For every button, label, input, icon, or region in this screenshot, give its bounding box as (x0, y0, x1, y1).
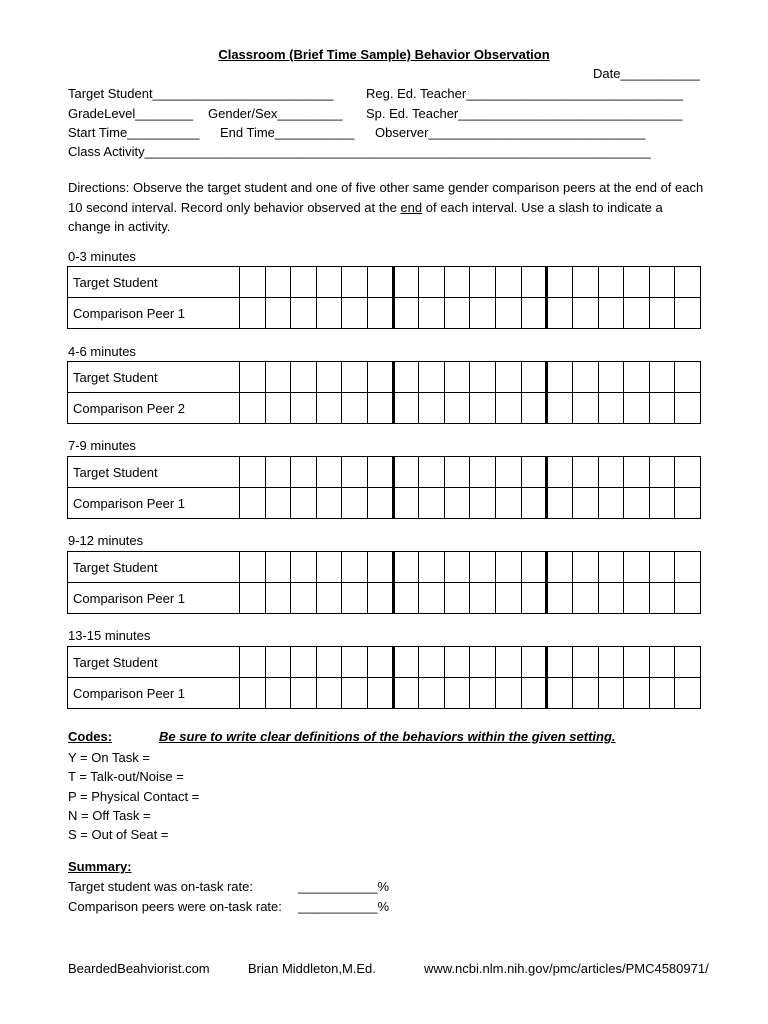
code-item: N = Off Task = (68, 807, 151, 823)
code-item: P = Physical Contact = (68, 788, 200, 804)
interval-cell[interactable] (419, 457, 445, 488)
interval-cell[interactable] (572, 298, 598, 329)
observer-field[interactable]: Observer______________________________ (375, 125, 646, 140)
interval-cell[interactable] (240, 267, 266, 298)
interval-cell[interactable] (649, 647, 675, 678)
interval-cell[interactable] (598, 552, 624, 583)
interval-cell[interactable] (496, 678, 522, 709)
interval-cell[interactable] (342, 298, 368, 329)
grid-row (68, 457, 701, 488)
directions-underlined-word: end (400, 199, 423, 215)
interval-cell[interactable] (444, 488, 470, 519)
segment-label: 13-15 minutes (68, 628, 151, 643)
interval-cell[interactable] (547, 362, 573, 393)
interval-cell[interactable] (316, 267, 342, 298)
interval-cell[interactable] (598, 393, 624, 424)
interval-cell[interactable] (291, 552, 317, 583)
interval-cell[interactable] (572, 457, 598, 488)
start-time-field[interactable]: Start Time__________ (68, 125, 200, 140)
interval-cell[interactable] (240, 488, 266, 519)
interval-cell[interactable] (316, 583, 342, 614)
interval-cell[interactable] (444, 678, 470, 709)
interval-cell[interactable] (496, 552, 522, 583)
code-item: S = Out of Seat = (68, 827, 169, 843)
interval-cell[interactable] (547, 552, 573, 583)
interval-cell[interactable] (444, 362, 470, 393)
interval-cell[interactable] (240, 298, 266, 329)
interval-cell[interactable] (547, 393, 573, 424)
interval-cell[interactable] (265, 298, 291, 329)
interval-cell[interactable] (624, 457, 650, 488)
interval-cell[interactable] (240, 393, 266, 424)
interval-cell[interactable] (521, 552, 547, 583)
interval-cell[interactable] (572, 678, 598, 709)
footer-author: Brian Middleton,M.Ed. (248, 961, 376, 976)
interval-cell[interactable] (444, 457, 470, 488)
interval-cell[interactable] (649, 678, 675, 709)
row-label: Comparison Peer 2 (68, 393, 240, 424)
interval-cell[interactable] (675, 552, 701, 583)
footer-site: BeardedBeahviorist.com (68, 961, 210, 976)
interval-cell[interactable] (393, 678, 419, 709)
interval-cell[interactable] (521, 583, 547, 614)
codes-heading: Codes: (68, 729, 113, 744)
interval-cell[interactable] (240, 583, 266, 614)
interval-cell[interactable] (496, 362, 522, 393)
interval-cell[interactable] (368, 647, 394, 678)
interval-cell[interactable] (444, 583, 470, 614)
observation-grid (67, 646, 701, 709)
gender-field[interactable]: Gender/Sex_________ (208, 106, 343, 121)
interval-cell[interactable] (342, 552, 368, 583)
interval-cell[interactable] (316, 647, 342, 678)
code-item: Y = On Task = (68, 750, 150, 765)
interval-cell[interactable] (419, 678, 445, 709)
interval-cell[interactable] (598, 647, 624, 678)
interval-cell[interactable] (240, 647, 266, 678)
interval-cell[interactable] (624, 362, 650, 393)
interval-cell[interactable] (444, 267, 470, 298)
end-time-field[interactable]: End Time___________ (220, 125, 355, 140)
interval-cell[interactable] (368, 457, 394, 488)
interval-cell[interactable] (316, 457, 342, 488)
peers-rate-label: Comparison peers were on-task rate: (68, 899, 282, 914)
interval-cell[interactable] (291, 362, 317, 393)
interval-cell[interactable] (649, 552, 675, 583)
footer-url: www.ncbi.nlm.nih.gov/pmc/articles/PMC4580971/ (424, 961, 709, 976)
segment-label: 7-9 minutes (68, 438, 136, 453)
observation-grid (67, 266, 701, 329)
interval-cell[interactable] (316, 298, 342, 329)
segment-label: 0-3 minutes (68, 249, 136, 264)
grid-row (68, 678, 701, 709)
interval-cell[interactable] (444, 552, 470, 583)
interval-cell[interactable] (291, 267, 317, 298)
interval-cell[interactable] (393, 552, 419, 583)
interval-cell[interactable] (598, 457, 624, 488)
interval-cell[interactable] (675, 457, 701, 488)
interval-cell[interactable] (675, 583, 701, 614)
interval-cell[interactable] (419, 267, 445, 298)
interval-cell[interactable] (265, 362, 291, 393)
interval-cell[interactable] (521, 647, 547, 678)
observation-grid (67, 361, 701, 424)
interval-cell[interactable] (444, 393, 470, 424)
interval-cell[interactable] (675, 678, 701, 709)
interval-cell[interactable] (342, 267, 368, 298)
interval-cell[interactable] (470, 362, 496, 393)
interval-cell[interactable] (419, 298, 445, 329)
interval-cell[interactable] (649, 583, 675, 614)
form-title: Classroom (Brief Time Sample) Behavior Observation (218, 47, 550, 62)
interval-cell[interactable] (572, 647, 598, 678)
interval-cell[interactable] (316, 393, 342, 424)
interval-cell[interactable] (624, 583, 650, 614)
row-label: Comparison Peer 1 (68, 298, 240, 329)
interval-cell[interactable] (598, 362, 624, 393)
segment-label: 9-12 minutes (68, 533, 144, 548)
interval-cell[interactable] (572, 583, 598, 614)
interval-cell[interactable] (265, 647, 291, 678)
interval-cell[interactable] (572, 362, 598, 393)
interval-cell[interactable] (521, 298, 547, 329)
interval-cell[interactable] (265, 457, 291, 488)
interval-cell[interactable] (393, 267, 419, 298)
interval-cell[interactable] (368, 298, 394, 329)
interval-cell[interactable] (316, 552, 342, 583)
interval-cell[interactable] (470, 552, 496, 583)
grid-row (68, 647, 701, 678)
interval-cell[interactable] (547, 457, 573, 488)
code-list (68, 748, 199, 844)
interval-cell[interactable] (470, 457, 496, 488)
interval-cell[interactable] (598, 678, 624, 709)
interval-cell[interactable] (444, 647, 470, 678)
interval-cell[interactable] (598, 583, 624, 614)
observation-grid (67, 456, 701, 519)
interval-cell[interactable] (572, 267, 598, 298)
interval-cell[interactable] (496, 488, 522, 519)
interval-cell[interactable] (624, 393, 650, 424)
interval-cell[interactable] (547, 298, 573, 329)
interval-cell[interactable] (547, 678, 573, 709)
interval-cell[interactable] (470, 647, 496, 678)
interval-cell[interactable] (675, 267, 701, 298)
interval-cell[interactable] (496, 647, 522, 678)
row-label: Target Student (68, 457, 240, 488)
interval-cell[interactable] (675, 488, 701, 519)
interval-cell[interactable] (547, 647, 573, 678)
interval-cell[interactable] (393, 457, 419, 488)
interval-cell[interactable] (265, 552, 291, 583)
interval-cell[interactable] (624, 552, 650, 583)
interval-cell[interactable] (316, 362, 342, 393)
grid-row (68, 267, 701, 298)
interval-cell[interactable] (470, 267, 496, 298)
interval-cell[interactable] (342, 678, 368, 709)
interval-cell[interactable] (368, 552, 394, 583)
interval-cell[interactable] (649, 267, 675, 298)
interval-cell[interactable] (240, 362, 266, 393)
row-label: Comparison Peer 1 (68, 678, 240, 709)
interval-cell[interactable] (265, 583, 291, 614)
interval-cell[interactable] (368, 362, 394, 393)
interval-cell[interactable] (342, 583, 368, 614)
codes-note: Be sure to write clear definitions of the behaviors within the given setting. (159, 729, 616, 744)
interval-cell[interactable] (675, 393, 701, 424)
interval-cell[interactable] (649, 362, 675, 393)
interval-cell[interactable] (265, 678, 291, 709)
interval-cell[interactable] (240, 552, 266, 583)
interval-cell[interactable] (598, 488, 624, 519)
interval-cell[interactable] (393, 362, 419, 393)
interval-cell[interactable] (419, 647, 445, 678)
interval-cell[interactable] (547, 267, 573, 298)
interval-cell[interactable] (572, 393, 598, 424)
row-label: Comparison Peer 1 (68, 488, 240, 519)
interval-cell[interactable] (624, 678, 650, 709)
grid-row (68, 552, 701, 583)
interval-cell[interactable] (675, 647, 701, 678)
row-label: Target Student (68, 552, 240, 583)
interval-cell[interactable] (624, 488, 650, 519)
interval-cell[interactable] (291, 583, 317, 614)
interval-cell[interactable] (393, 583, 419, 614)
interval-cell[interactable] (265, 267, 291, 298)
grid-row (68, 488, 701, 519)
grade-level-field[interactable]: GradeLevel________ (68, 106, 194, 121)
summary-heading: Summary: (68, 859, 132, 874)
interval-cell[interactable] (291, 678, 317, 709)
interval-cell[interactable] (470, 583, 496, 614)
interval-cell[interactable] (649, 393, 675, 424)
grid-row (68, 583, 701, 614)
interval-cell[interactable] (624, 298, 650, 329)
interval-cell[interactable] (649, 488, 675, 519)
interval-cell[interactable] (342, 393, 368, 424)
interval-cell[interactable] (419, 393, 445, 424)
interval-cell[interactable] (496, 457, 522, 488)
interval-cell[interactable] (368, 583, 394, 614)
interval-cell[interactable] (419, 362, 445, 393)
interval-cell[interactable] (521, 457, 547, 488)
interval-cell[interactable] (624, 267, 650, 298)
observation-grid (67, 551, 701, 614)
row-label: Target Student (68, 362, 240, 393)
interval-cell[interactable] (393, 488, 419, 519)
interval-cell[interactable] (547, 583, 573, 614)
interval-cell[interactable] (265, 393, 291, 424)
date-field[interactable]: Date___________ (593, 66, 700, 81)
row-label: Target Student (68, 647, 240, 678)
row-label: Target Student (68, 267, 240, 298)
interval-cell[interactable] (496, 393, 522, 424)
directions-text: Directions: Observe the target student and one of five other same gender comparison peers at the end of each 10 second interval. Record only behavior observed at the end of each interval. Use a slash to indicate a change in activity. (68, 180, 704, 234)
interval-cell[interactable] (240, 678, 266, 709)
reg-ed-teacher-field[interactable]: Reg. Ed. Teacher______________________________ (366, 86, 684, 101)
interval-cell[interactable] (444, 298, 470, 329)
segment-label: 4-6 minutes (68, 344, 136, 359)
sp-ed-teacher-field[interactable]: Sp. Ed. Teacher_______________________________ (366, 106, 683, 121)
interval-cell[interactable] (265, 488, 291, 519)
interval-cell[interactable] (675, 298, 701, 329)
interval-cell[interactable] (521, 393, 547, 424)
interval-cell[interactable] (572, 552, 598, 583)
interval-cell[interactable] (291, 298, 317, 329)
interval-cell[interactable] (342, 647, 368, 678)
interval-cell[interactable] (393, 393, 419, 424)
row-label: Comparison Peer 1 (68, 583, 240, 614)
interval-cell[interactable] (521, 267, 547, 298)
interval-cell[interactable] (240, 457, 266, 488)
interval-cell[interactable] (598, 267, 624, 298)
interval-cell[interactable] (419, 488, 445, 519)
interval-cell[interactable] (598, 298, 624, 329)
interval-cell[interactable] (521, 488, 547, 519)
target-rate-field[interactable]: ___________% (298, 879, 390, 894)
interval-cell[interactable] (649, 298, 675, 329)
interval-cell[interactable] (496, 267, 522, 298)
interval-cell[interactable] (368, 488, 394, 519)
code-item: T = Talk-out/Noise = (68, 769, 184, 785)
class-activity-field[interactable]: Class Activity______________________________________________________________________ (68, 144, 651, 159)
interval-cell[interactable] (291, 488, 317, 519)
interval-cell[interactable] (393, 298, 419, 329)
interval-cell[interactable] (291, 393, 317, 424)
interval-cell[interactable] (547, 488, 573, 519)
interval-cell[interactable] (521, 678, 547, 709)
interval-cell[interactable] (572, 488, 598, 519)
interval-cell[interactable] (521, 362, 547, 393)
grid-row (68, 393, 701, 424)
interval-cell[interactable] (316, 678, 342, 709)
interval-cell[interactable] (624, 647, 650, 678)
interval-cell[interactable] (419, 552, 445, 583)
interval-cell[interactable] (649, 457, 675, 488)
interval-cell[interactable] (496, 583, 522, 614)
interval-cell[interactable] (675, 362, 701, 393)
interval-cell[interactable] (368, 267, 394, 298)
interval-cell[interactable] (342, 362, 368, 393)
interval-cell[interactable] (316, 488, 342, 519)
grid-row (68, 298, 701, 329)
interval-cell[interactable] (470, 393, 496, 424)
interval-cell[interactable] (496, 298, 522, 329)
interval-cell[interactable] (291, 647, 317, 678)
interval-cell[interactable] (368, 678, 394, 709)
interval-cell[interactable] (470, 488, 496, 519)
interval-cell[interactable] (470, 678, 496, 709)
interval-cell[interactable] (342, 488, 368, 519)
interval-cell[interactable] (342, 457, 368, 488)
peers-rate-field[interactable]: ___________% (298, 899, 390, 914)
grid-row (68, 362, 701, 393)
target-rate-label: Target student was on-task rate: (68, 879, 253, 894)
interval-cell[interactable] (470, 298, 496, 329)
target-student-field[interactable]: Target Student_________________________ (68, 86, 334, 101)
interval-cell[interactable] (291, 457, 317, 488)
interval-cell[interactable] (419, 583, 445, 614)
interval-cell[interactable] (393, 647, 419, 678)
interval-cell[interactable] (368, 393, 394, 424)
